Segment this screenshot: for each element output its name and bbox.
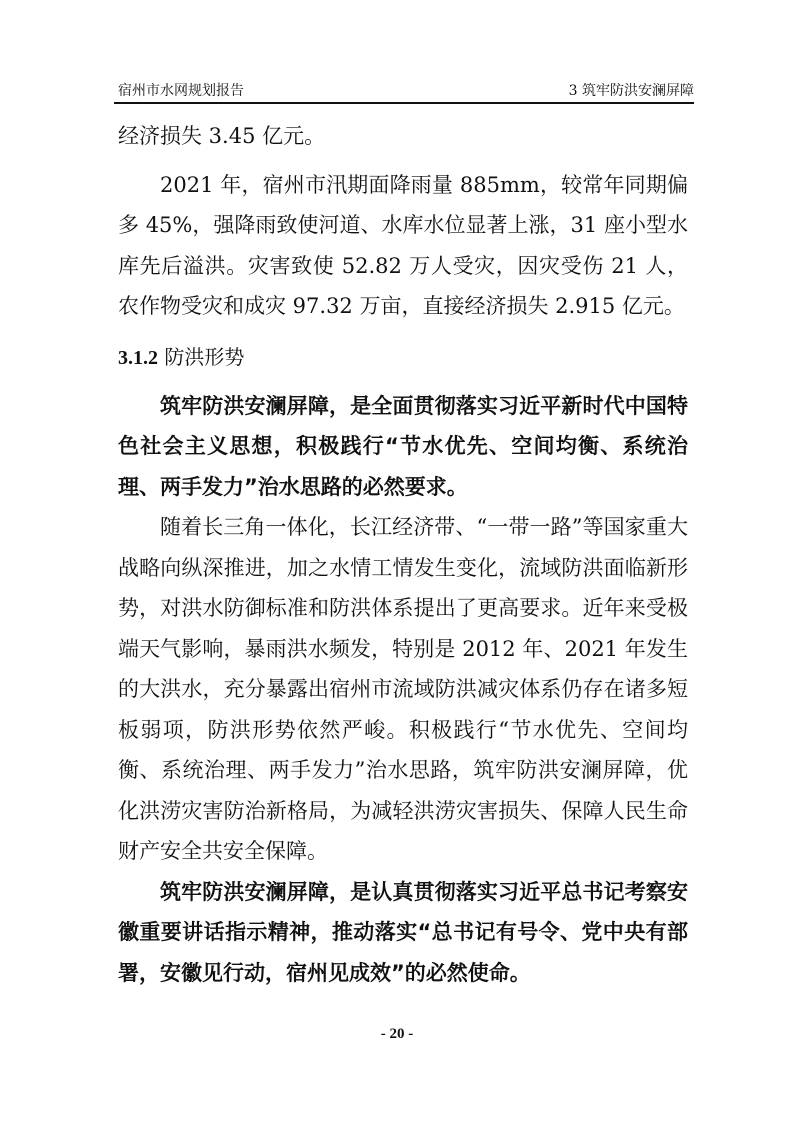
header-rule — [114, 102, 694, 104]
header-chapter-title: 3 筑牢防洪安澜屏障 — [568, 83, 694, 99]
section-number: 3.1.2 — [118, 346, 158, 369]
section-title: 防洪形势 — [164, 344, 245, 369]
page-number: - 20 - — [380, 1026, 414, 1042]
paragraph-loss-continued: 经济损失 3.45 亿元。 — [118, 124, 326, 148]
paragraph-flood-situation: 随着长三角一体化，长江经济带、“一带一路”等国家重大战略向纵深推进，加之水情工情发生变化，流域防洪面临新形势，对洪水防御标准和防洪体系提出了更高要求。近年来受极端天气影响，暴雨洪水频发，特别是 2012 年、2021 年发生的大洪水，充分暴露出宿州市流域防洪减灾体系仍存在诸多短板弱项，防洪形势依然严峻。积极践行“节水优先、空间均衡、系统治理、两手发力”治水思路，筑牢防洪安澜屏障，优化洪涝灾害防治新格局，为减轻洪涝灾害损失、保障人民生命财产安全共安全保障。 — [118, 515, 688, 863]
page-header — [114, 78, 694, 102]
section-heading — [118, 337, 688, 378]
paragraph-bold-requirement: 筑牢防洪安澜屏障，是全面贯彻落实习近平新时代中国特色社会主义思想，积极践行“节水优先、空间均衡、系统治理、两手发力”治水思路的必然要求。 — [118, 393, 688, 499]
paragraph-2021-flood: 2021 年，宿州市汛期面降雨量 885mm，较常年同期偏多 45%，强降雨致使河道、水库水位显著上涨，31 座小型水库先后溢洪。灾害致使 52.82 万人受灾，因灾受伤 21 人，农作物受灾和成灾 97.32 万亩，直接经济损失 2.915 亿元。 — [118, 172, 688, 318]
document-body — [118, 116, 688, 993]
paragraph-bold-mission: 筑牢防洪安澜屏障，是认真贯彻落实习近平总书记考察安徽重要讲话指示精神，推动落实“总书记有号令、党中央有部署，安徽见行动，宿州见成效”的必然使命。 — [118, 879, 688, 985]
header-report-title: 宿州市水网规划报告 — [118, 83, 244, 99]
